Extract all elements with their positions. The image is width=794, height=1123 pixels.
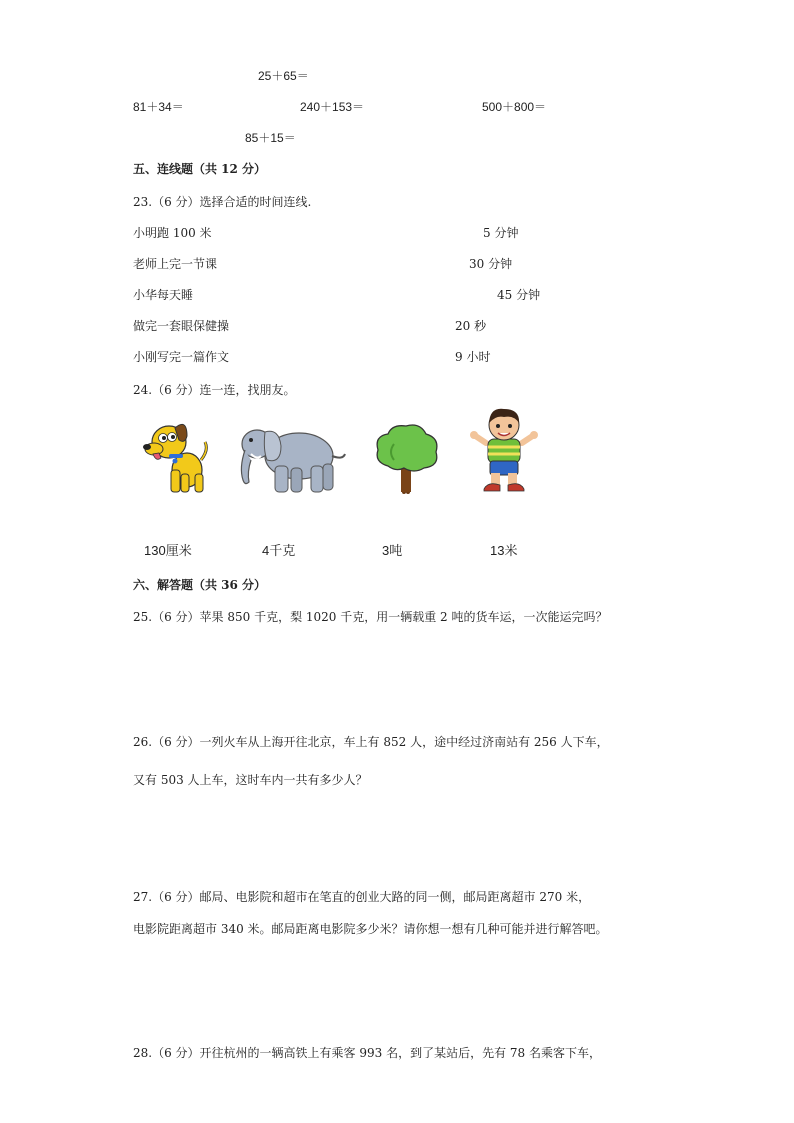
- q25-text: 25.（6 分）苹果 850 千克，梨 1020 千克，用一辆载重 2 吨的货车运，一次能运完吗？: [133, 610, 608, 624]
- arith-4: 500＋800＝: [482, 100, 547, 114]
- boy-icon: [470, 405, 538, 493]
- q23-stem: 23.（6 分）选择合适的时间连线.: [133, 195, 312, 209]
- q23-left-3: 小华每天睡: [133, 288, 194, 302]
- q23-right-1: 5 分钟: [483, 226, 519, 240]
- q27-line-2: 电影院距离超市 340 米。邮局距离电影院多少米？请你想一想有几种可能并进行解答吧。: [133, 922, 608, 936]
- arith-5: 85＋15＝: [245, 131, 296, 145]
- dog-icon: [143, 416, 209, 494]
- q24-weight-1: 130厘米: [144, 543, 192, 558]
- section-6-title: 六、解答题（共 36 分）: [133, 578, 267, 592]
- q23-right-3: 45 分钟: [497, 288, 541, 302]
- arith-1: 25＋65＝: [258, 69, 309, 83]
- q23-right-4: 20 秒: [455, 319, 487, 333]
- q24-stem: 24.（6 分）连一连，找朋友。: [133, 383, 296, 397]
- q27-line-1: 27.（6 分）邮局、电影院和超市在笔直的创业大路的同一侧，邮局距离超市 270 米，: [133, 890, 591, 904]
- q26-line-2: 又有 503 人上车，这时车内一共有多少人？: [133, 773, 368, 787]
- q24-weight-2: 4千克: [262, 543, 296, 558]
- arith-2: 81＋34＝: [133, 100, 184, 114]
- section-5-title: 五、连线题（共 12 分）: [133, 162, 267, 176]
- q23-right-5: 9 小时: [455, 350, 491, 364]
- q23-left-5: 小刚写完一篇作文: [133, 350, 230, 364]
- elephant-icon: [235, 420, 347, 496]
- q26-line-1: 26.（6 分）一列火车从上海开往北京，车上有 852 人，途中经过济南站有 256 人下车，: [133, 735, 609, 749]
- arith-3: 240＋153＝: [300, 100, 365, 114]
- q24-weight-4: 13米: [490, 543, 518, 558]
- q23-left-2: 老师上完一节课: [133, 257, 218, 271]
- q23-left-1: 小明跑 100 米: [133, 226, 212, 240]
- tree-icon: [374, 422, 440, 494]
- q23-right-2: 30 分钟: [469, 257, 513, 271]
- q24-weight-3: 3吨: [382, 543, 403, 558]
- q28-line-1: 28.（6 分）开往杭州的一辆高铁上有乘客 993 名，到了某站后，先有 78 名乘客下车，: [133, 1046, 601, 1060]
- q23-left-4: 做完一套眼保健操: [133, 319, 230, 333]
